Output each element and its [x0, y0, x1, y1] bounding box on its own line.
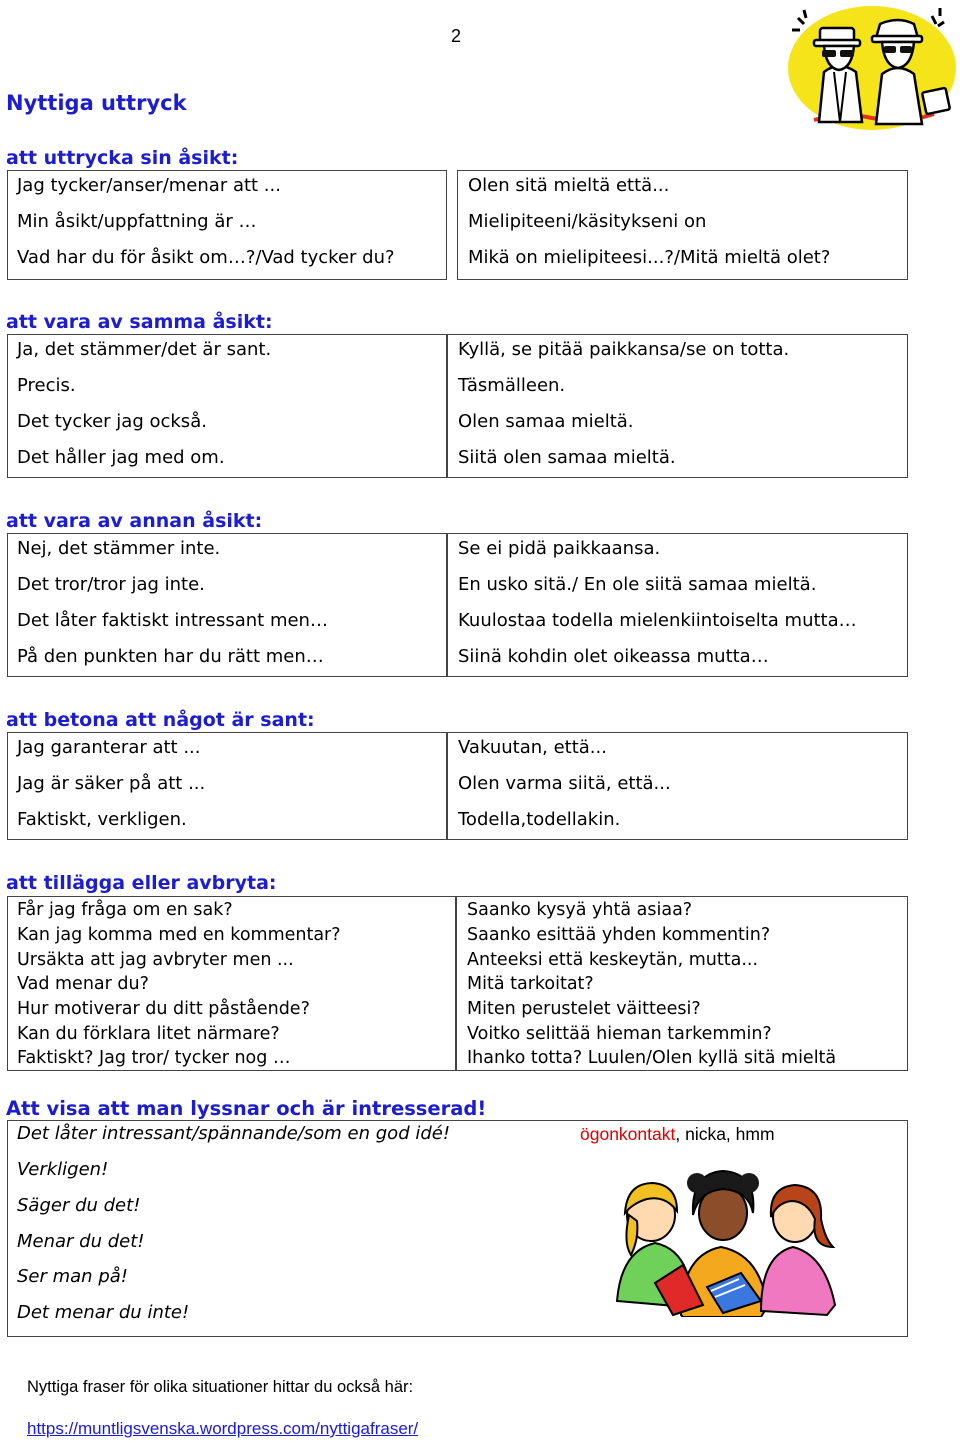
list-item: Ursäkta att jag avbryter men ... — [17, 950, 294, 970]
detectives-illustration — [784, 2, 960, 136]
list-item: Mitä tarkoitat? — [467, 974, 594, 994]
list-item: Menar du det! — [17, 1231, 145, 1252]
table-show-interest — [7, 1120, 908, 1337]
heading-show-interest: Att visa att man lyssnar och är intresserad! — [6, 1097, 487, 1120]
list-item: Todella,todellakin. — [458, 809, 621, 830]
page-number: 2 — [451, 26, 462, 46]
list-item: Ja, det stämmer/det är sant. — [17, 339, 272, 360]
table-express-opinion-finnish — [457, 170, 908, 280]
list-item: Saanko esittää yhden kommentin? — [467, 925, 771, 945]
footer-link[interactable]: https://muntligsvenska.wordpress.com/nyttigafraser/ — [27, 1419, 419, 1438]
list-item: Täsmälleen. — [458, 375, 566, 396]
list-item: Det låter intressant/spännande/som en god idé! — [17, 1123, 451, 1144]
list-item: Kan du förklara litet närmare? — [17, 1024, 280, 1044]
list-item: Kan jag komma med en kommentar? — [17, 925, 341, 945]
list-item: Det håller jag med om. — [17, 447, 225, 468]
table-agree-finnish — [447, 334, 908, 478]
heading-emphasize: att betona att något är sant: — [6, 709, 315, 731]
heading-agree: att vara av samma åsikt: — [6, 311, 273, 333]
footer-text: Nyttiga fraser för olika situationer hittar du också här: — [27, 1378, 414, 1396]
list-item: Kyllä, se pitää paikkansa/se on totta. — [458, 339, 790, 360]
table-agree-swedish — [7, 334, 447, 478]
table-disagree-swedish — [7, 533, 447, 677]
list-item: Min åsikt/uppfattning är … — [17, 211, 257, 232]
list-item: Siitä olen samaa mieltä. — [458, 447, 676, 468]
list-item: Hur motiverar du ditt påstående? — [17, 999, 310, 1019]
table-add-interrupt-finnish — [456, 896, 908, 1071]
reading-girls-illustration — [611, 1155, 843, 1317]
list-item: Faktiskt, verkligen. — [17, 809, 187, 830]
list-item: Det tycker jag också. — [17, 411, 207, 432]
table-emphasize-finnish — [447, 732, 908, 840]
list-item: Faktiskt? Jag tror/ tycker nog … — [17, 1048, 291, 1068]
list-item: Mielipiteeni/käsitykseni on — [468, 211, 707, 232]
list-item: Olen sitä mieltä että... — [468, 175, 670, 196]
table-express-opinion-swedish — [7, 170, 447, 280]
list-item: Nej, det stämmer inte. — [17, 538, 221, 559]
eye-contact-label: ögonkontakt — [580, 1124, 676, 1144]
list-item: Olen varma siitä, että... — [458, 773, 671, 794]
list-item: Olen samaa mieltä. — [458, 411, 634, 432]
list-item: Voitko selittää hieman tarkemmin? — [467, 1024, 772, 1044]
list-item: Verkligen! — [17, 1159, 109, 1180]
list-item: Miten perustelet väitteesi? — [467, 999, 701, 1019]
list-item: Ser man på! — [17, 1266, 128, 1287]
list-item: Vad har du för åsikt om…?/Vad tycker du? — [17, 247, 395, 268]
table-disagree-finnish — [447, 533, 908, 677]
heading-express-opinion: att uttrycka sin åsikt: — [6, 147, 239, 169]
list-item: Siinä kohdin olet oikeassa mutta… — [458, 646, 769, 667]
list-item: Det tror/tror jag inte. — [17, 574, 205, 595]
list-item: Jag tycker/anser/menar att ... — [17, 175, 281, 196]
list-item: Kuulostaa todella mielenkiintoiselta mutta… — [458, 610, 857, 631]
list-item: Mikä on mielipiteesi...?/Mitä mieltä olet? — [468, 247, 831, 268]
list-item: Saanko kysyä yhtä asiaa? — [467, 900, 693, 920]
list-item: Anteeksi että keskeytän, mutta... — [467, 950, 759, 970]
list-item: Vad menar du? — [17, 974, 149, 994]
list-item: Vakuutan, että... — [458, 737, 607, 758]
list-item: Det låter faktiskt intressant men… — [17, 610, 328, 631]
list-item: Precis. — [17, 375, 76, 396]
table-add-interrupt-swedish — [7, 896, 456, 1071]
list-item: Ihanko totta? Luulen/Olen kyllä sitä mieltä — [467, 1048, 837, 1068]
list-item: På den punkten har du rätt men… — [17, 646, 324, 667]
list-item: Det menar du inte! — [17, 1302, 190, 1323]
list-item: En usko sitä./ En ole siitä samaa mieltä. — [458, 574, 817, 595]
nod-hmm-label: , nicka, hmm — [675, 1124, 775, 1144]
list-item: Se ei pidä paikkaansa. — [458, 538, 661, 559]
page-title: Nyttiga uttryck — [6, 91, 187, 115]
table-emphasize-swedish — [7, 732, 447, 840]
heading-add-interrupt: att tillägga eller avbryta: — [6, 872, 277, 894]
list-item: Får jag fråga om en sak? — [17, 900, 233, 920]
list-item: Jag är säker på att ... — [17, 773, 206, 794]
list-item: Jag garanterar att ... — [17, 737, 201, 758]
heading-disagree: att vara av annan åsikt: — [6, 510, 263, 532]
body-language-note — [580, 1123, 775, 1145]
list-item: Säger du det! — [17, 1195, 141, 1216]
